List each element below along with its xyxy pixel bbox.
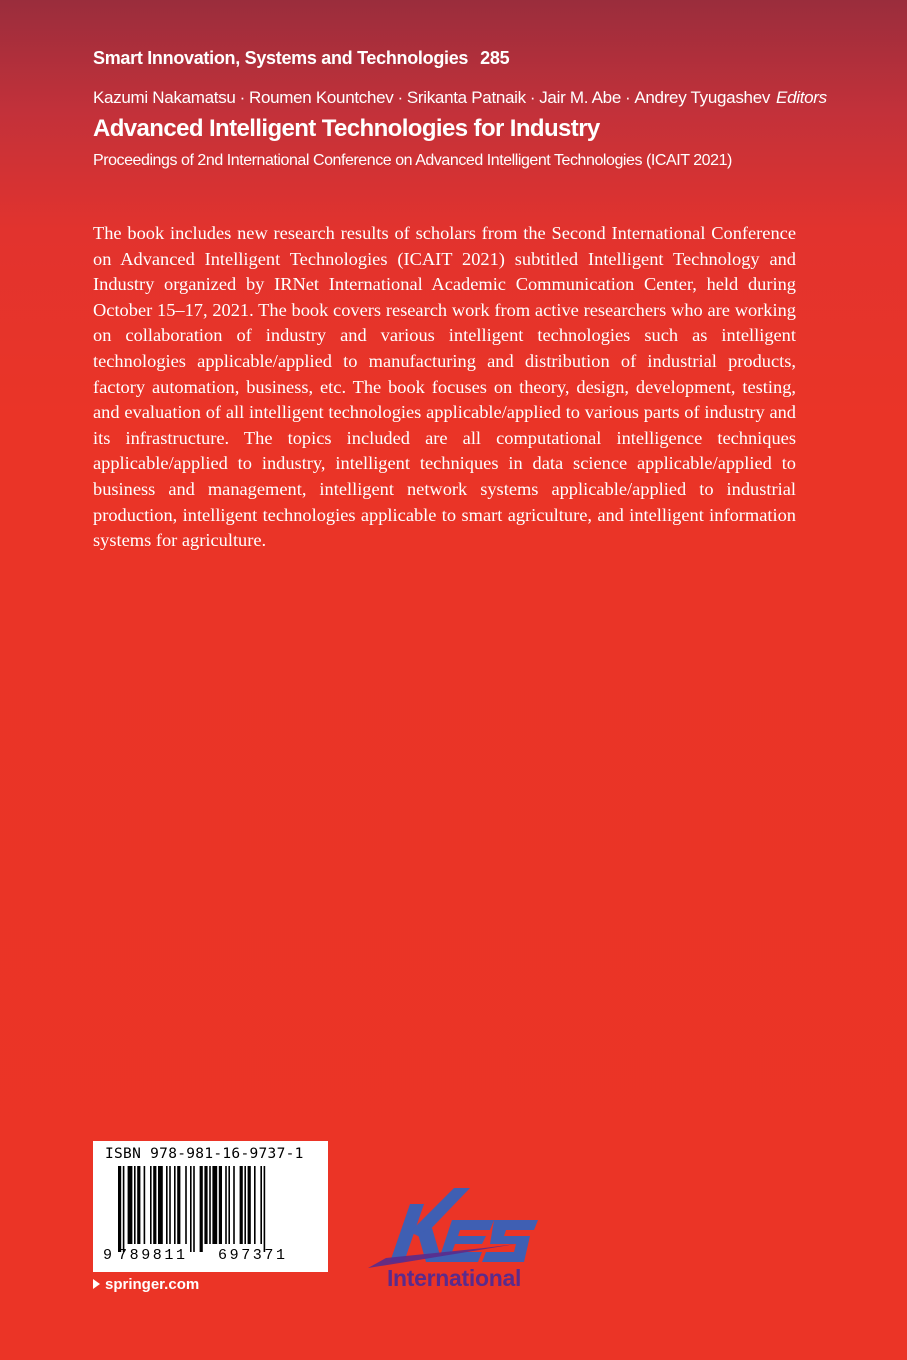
- book-description: The book includes new research results of scholars from the Second International Conference on Advanced Intelligent Technologies (ICAIT 2021) subtitled Intelligent Technology and Industry organized by IRNet International Academic Communication Center, held during October 15–17, 2021. The book covers research work from active researchers who are working on collaboration of industry and various intelligent technologies such as intelligent technologies applicable/applied to manufacturing and distribution of industrial products, factory automation, business, etc. The book focuses on theory, design, development, testing, and evaluation of all intelligent technologies applicable/applied to various parts of industry and its infrastructure. The topics included are all computational intelligence techniques applicable/applied to industry, intelligent techniques in data science applicable/applied to business and management, intelligent network systems applicable/applied to industrial production, intelligent technologies applicable to smart agriculture, and intelligent information systems for agriculture.: [93, 223, 796, 551]
- editor-separator: ·: [529, 88, 536, 107]
- barcode-bar: [204, 1166, 207, 1244]
- barcode-bar: [219, 1166, 222, 1244]
- series-volume: 285: [480, 48, 510, 68]
- editors-role: Editors: [776, 88, 827, 107]
- barcode-bar: [153, 1166, 156, 1244]
- editor-name: Roumen Kountchev: [248, 88, 394, 107]
- springer-link-text: springer.com: [105, 1276, 200, 1293]
- barcode-bar: [209, 1166, 211, 1244]
- barcode-bar: [134, 1166, 136, 1244]
- editor-separator: ·: [397, 88, 403, 107]
- series-name: Smart Innovation, Systems and Technologies: [93, 48, 469, 68]
- series-line: [93, 48, 509, 69]
- barcode-bar: [248, 1166, 251, 1244]
- barcode-bar: [177, 1166, 180, 1244]
- kes-logo-icon: [366, 1186, 542, 1270]
- ean-digits: [93, 1247, 328, 1269]
- book-subtitle: Proceedings of 2nd International Conference on Advanced Intelligent Technologies (ICAIT 2021): [93, 152, 732, 169]
- editor-separator: ·: [624, 88, 631, 107]
- book-title: Advanced Intelligent Technologies for Industry: [93, 115, 600, 142]
- editor-separator: ·: [239, 88, 245, 107]
- kes-logo-label: International: [386, 1265, 522, 1291]
- barcode-bar: [118, 1166, 121, 1252]
- barcode-bar: [169, 1166, 171, 1244]
- barcode-bar: [260, 1166, 262, 1244]
- barcode-bar: [137, 1166, 140, 1244]
- barcode-bar: [240, 1166, 243, 1244]
- barcode-bar: [254, 1166, 256, 1244]
- barcode-bar: [264, 1166, 266, 1252]
- barcode-bar: [233, 1166, 235, 1244]
- barcode-bar: [123, 1166, 125, 1252]
- barcode-bar: [144, 1166, 146, 1244]
- barcode-bar: [185, 1166, 187, 1244]
- barcode-bar: [190, 1166, 192, 1252]
- barcode-bar: [150, 1166, 152, 1244]
- editor-name: Srikanta Patnaik: [406, 88, 526, 107]
- isbn-barcode: [93, 1141, 328, 1272]
- editor-name: Jair M. Abe: [539, 88, 621, 107]
- barcode-bar: [174, 1166, 176, 1244]
- barcode-bar: [193, 1166, 195, 1252]
- barcode-bar: [228, 1166, 230, 1244]
- barcode-bar: [200, 1166, 203, 1252]
- isbn-label: ISBN 978-981-16-9737-1: [105, 1146, 304, 1162]
- arrow-right-icon: [93, 1279, 100, 1289]
- barcode-bar: [244, 1166, 246, 1244]
- barcode-bar: [158, 1166, 163, 1244]
- editors-line: [93, 88, 827, 108]
- springer-website-link[interactable]: [93, 1276, 199, 1293]
- barcode-bar: [212, 1166, 217, 1244]
- editor-name: Andrey Tyugashev: [634, 88, 771, 107]
- editor-name: Kazumi Nakamatsu: [93, 88, 236, 107]
- ean-digit-lead: 9: [103, 1247, 113, 1264]
- barcode-bar: [225, 1166, 227, 1244]
- kes-international-logo: [366, 1186, 542, 1296]
- ean-digits-left: 789811: [118, 1247, 188, 1264]
- ean-digits-right: 697371: [218, 1247, 288, 1264]
- barcode-bar: [128, 1166, 133, 1244]
- barcode-bar: [166, 1166, 168, 1244]
